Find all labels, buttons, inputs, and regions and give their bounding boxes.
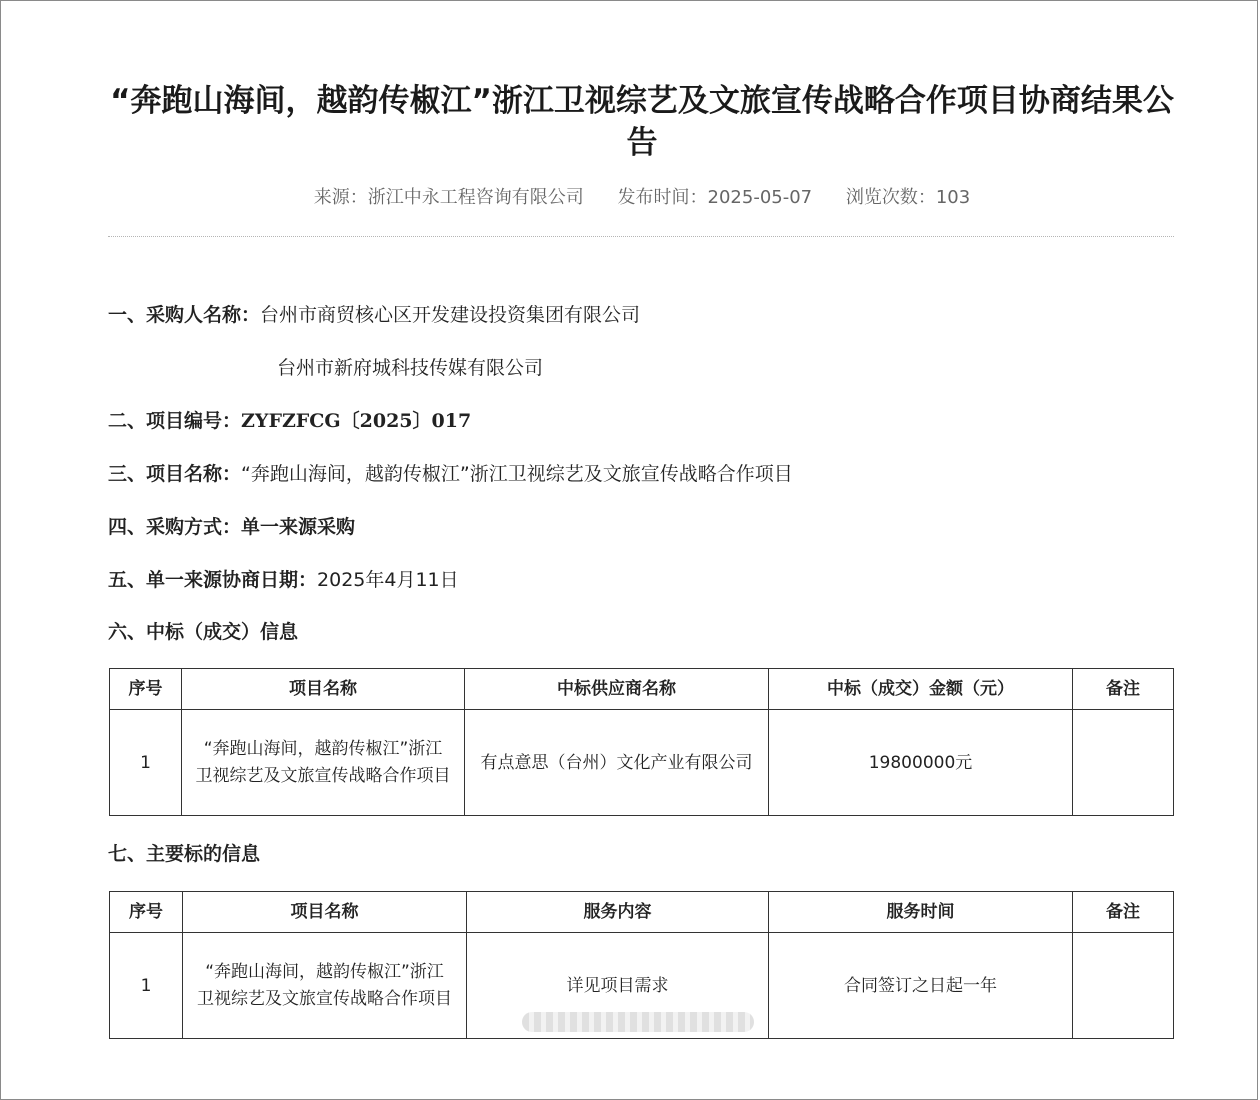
award-cell-index: 1: [110, 710, 182, 816]
award-table: [109, 668, 1174, 816]
subject-cell-index: 1: [110, 933, 183, 1039]
article-meta: [110, 184, 1174, 212]
section-procurement-method-label: 四、采购方式：: [108, 516, 242, 538]
award-cell-amount: 19800000元: [769, 710, 1073, 816]
subject-cell-project-name-line-2: 卫视综艺及文旅宣传战略合作项目: [197, 988, 452, 1009]
subject-header-project-name: 项目名称: [183, 892, 467, 933]
award-header-amount: 中标（成交）金额（元）: [769, 669, 1073, 710]
section-procurement-method: [108, 512, 355, 542]
section-project-number-label: 二、项目编号：: [108, 410, 242, 432]
section-subject-info-label: 七、主要标的信息: [108, 843, 261, 865]
award-cell-supplier: 有点意思（台州）文化产业有限公司: [465, 710, 769, 816]
section-project-number-value: ZYFZFCG〔2025〕017: [241, 410, 472, 432]
table-header-row: [110, 669, 1174, 710]
award-cell-project-name-line-1: “奔跑山海间，越韵传椒江”浙江: [203, 738, 443, 759]
subject-header-remark: 备注: [1073, 892, 1174, 933]
award-header-remark: 备注: [1073, 669, 1174, 710]
meta-source: 来源：浙江中永工程咨询有限公司: [313, 187, 584, 208]
section-negotiation-date: [108, 565, 459, 595]
meta-publish-date: 发布时间：2025-05-07: [617, 187, 813, 208]
award-header-project-name: 项目名称: [182, 669, 465, 710]
table-header-row: [110, 892, 1174, 933]
section-award-info-label: 六、中标（成交）信息: [108, 621, 299, 643]
subject-cell-time: 合同签订之日起一年: [769, 933, 1073, 1039]
subject-header-content: 服务内容: [467, 892, 769, 933]
section-purchaser-value-1: 台州市商贸核心区开发建设投资集团有限公司: [260, 304, 641, 326]
section-procurement-method-value: 单一来源采购: [241, 516, 356, 538]
section-negotiation-date-value: 2025年4月11日: [317, 569, 459, 591]
section-purchaser: [108, 300, 640, 330]
section-purchaser-2: [277, 353, 543, 383]
subject-cell-project-name: [183, 933, 467, 1039]
subject-cell-project-name-line-1: “奔跑山海间，越韵传椒江”浙江: [205, 961, 444, 982]
subject-cell-remark: [1073, 933, 1174, 1039]
award-header-index: 序号: [110, 669, 182, 710]
award-cell-remark: [1073, 710, 1174, 816]
section-project-name-label: 三、项目名称：: [108, 463, 242, 485]
section-project-number: [108, 406, 471, 436]
award-cell-project-name-line-2: 卫视综艺及文旅宣传战略合作项目: [195, 765, 451, 786]
subject-cell-content: 详见项目需求: [467, 933, 769, 1039]
subject-header-index: 序号: [110, 892, 183, 933]
meta-view-count: 浏览次数：103: [845, 187, 971, 208]
table-row: [110, 710, 1174, 816]
section-purchaser-label: 一、采购人名称：: [108, 304, 261, 326]
section-negotiation-date-label: 五、单一来源协商日期：: [108, 569, 318, 591]
title-divider: [108, 236, 1174, 237]
award-header-supplier: 中标供应商名称: [465, 669, 769, 710]
section-project-name: [108, 459, 793, 489]
page-title: “奔跑山海间，越韵传椒江”浙江卫视综艺及文旅宣传战略合作项目协商结果公告: [110, 83, 1174, 161]
section-award-info: [108, 617, 298, 647]
subject-header-time: 服务时间: [769, 892, 1073, 933]
section-subject-info: [108, 839, 260, 869]
section-purchaser-value-2: 台州市新府城科技传媒有限公司: [277, 357, 544, 379]
watermark-blur: [522, 1012, 754, 1032]
section-project-name-value: “奔跑山海间，越韵传椒江”浙江卫视综艺及文旅宣传战略合作项目: [241, 463, 793, 485]
award-cell-project-name: [182, 710, 465, 816]
